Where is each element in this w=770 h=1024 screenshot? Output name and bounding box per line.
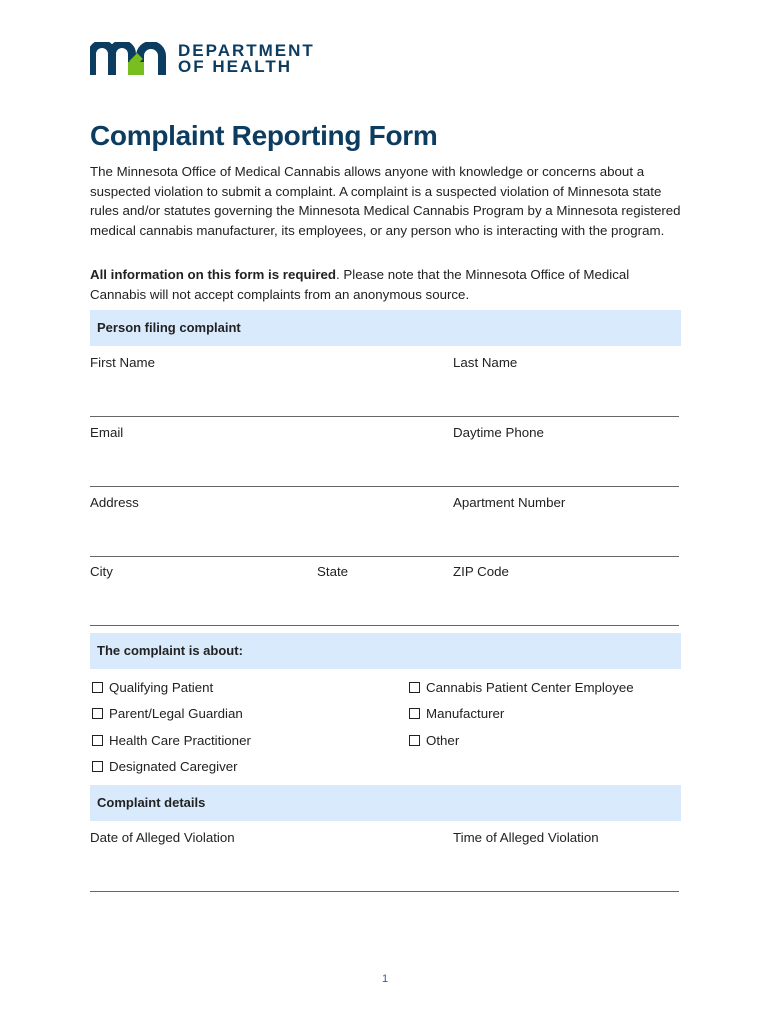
required-bold: All information on this form is required xyxy=(90,267,337,282)
checkbox-icon[interactable] xyxy=(409,682,420,693)
email-label: Email xyxy=(90,425,124,440)
checkbox-icon[interactable] xyxy=(92,708,103,719)
phone-label: Daytime Phone xyxy=(453,425,544,440)
mdh-logo xyxy=(90,42,315,76)
date-time-row[interactable] xyxy=(90,821,679,892)
page-number: 1 xyxy=(381,973,389,985)
contact-row[interactable] xyxy=(90,416,679,487)
mn-logo-icon xyxy=(90,42,168,76)
time-label: Time of Alleged Violation xyxy=(453,830,599,845)
checkbox-caregiver[interactable]: Designated Caregiver xyxy=(92,759,238,774)
section-person-header xyxy=(90,310,681,346)
checkbox-practitioner[interactable]: Health Care Practitioner xyxy=(92,733,251,748)
section-details-label: Complaint details xyxy=(97,795,206,810)
page-title: Complaint Reporting Form xyxy=(90,120,438,151)
name-row[interactable] xyxy=(90,346,679,417)
city-row[interactable] xyxy=(90,555,679,626)
section-about-label: The complaint is about: xyxy=(97,643,243,658)
last-name-label: Last Name xyxy=(453,355,518,370)
zip-label: ZIP Code xyxy=(453,564,509,579)
state-label: State xyxy=(317,564,349,579)
checkbox-icon[interactable] xyxy=(409,735,420,746)
address-label: Address xyxy=(90,495,139,510)
required-rest: . Please note that the Minnesota Office of Medical Cannabis will not accept complaints from an anonymous source. xyxy=(90,267,630,302)
section-about-header xyxy=(90,633,681,669)
checkbox-icon[interactable] xyxy=(92,761,103,772)
checkbox-center-employee[interactable]: Cannabis Patient Center Employee xyxy=(409,680,634,695)
section-person-label: Person filing complaint xyxy=(97,320,241,335)
checkbox-qualifying-patient[interactable]: Qualifying Patient xyxy=(92,680,213,695)
checkbox-parent-guardian[interactable]: Parent/Legal Guardian xyxy=(92,706,243,721)
checkbox-other[interactable]: Other xyxy=(409,733,459,748)
address-row[interactable] xyxy=(90,486,679,557)
checkbox-icon[interactable] xyxy=(92,735,103,746)
intro-paragraph: The Minnesota Office of Medical Cannabis allows anyone with knowledge or concerns about a suspected violation to submit a complaint. A complaint is a suspected violation of Minnesota state rules and/or statutes governing the Minnesota Medical Cannabis Program by a Minnesota registered medical cannabis manufacturer, its employees, or any person who is interacting with the program. xyxy=(90,164,681,238)
first-name-label: First Name xyxy=(90,355,156,370)
checkbox-icon[interactable] xyxy=(92,682,103,693)
city-label: City xyxy=(90,564,113,579)
logo-wordmark: DEPARTMENT OF HEALTH xyxy=(178,41,315,76)
checkbox-manufacturer[interactable]: Manufacturer xyxy=(409,706,504,721)
apartment-label: Apartment Number xyxy=(453,495,566,510)
required-notice xyxy=(90,265,682,304)
section-details-header xyxy=(90,785,681,821)
date-label: Date of Alleged Violation xyxy=(90,830,235,845)
checkbox-icon[interactable] xyxy=(409,708,420,719)
